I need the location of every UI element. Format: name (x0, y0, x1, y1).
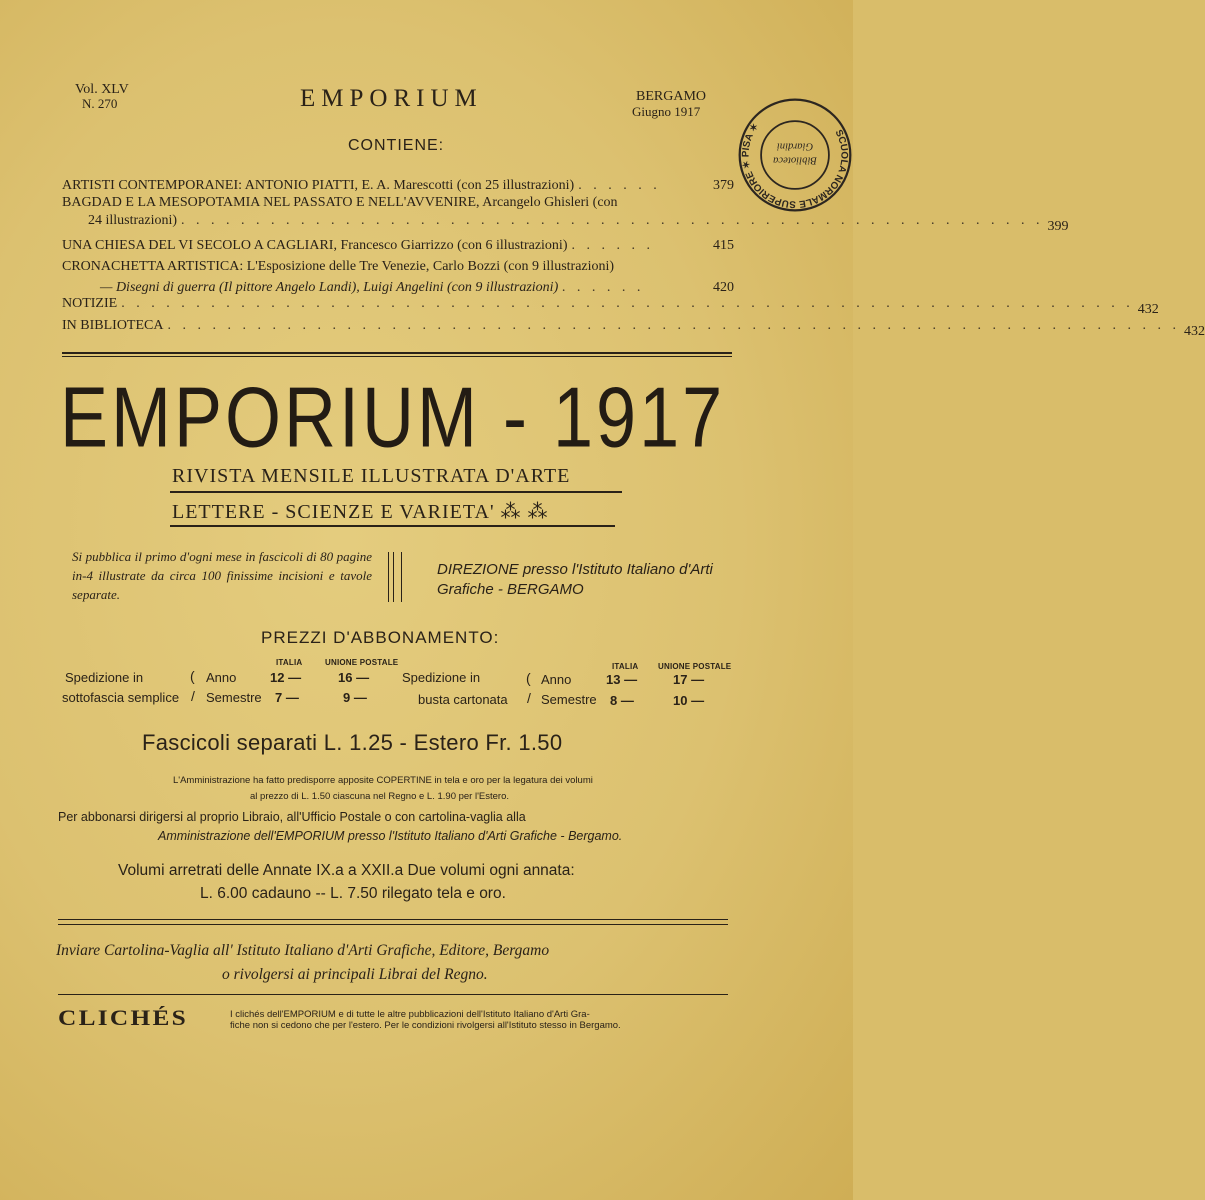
abbonarsi-line-1: Per abbonarsi dirigersi al proprio Libraio, all'Ufficio Postale o con cartolina-vaglia alla (58, 810, 526, 824)
header-city: BERGAMO (636, 89, 707, 104)
col-italia-left: ITALIA (276, 658, 303, 667)
copertine-line-1: L'Amministrazione ha fatto predisporre apposite COPERTINE in tela e oro per la legatura dei volumi (173, 775, 593, 786)
divider-top (62, 352, 732, 354)
stamp-center-1: Biblioteca (773, 154, 817, 167)
toc-item-3: UNA CHIESA DEL VI SECOLO A CAGLIARI, Francesco Giarrizzo (con 6 illustrazioni) . . . . . . 415 (62, 238, 734, 253)
toc-item-6: IN BIBLIOTECA . . . . . . . . . . . . . . . . . . . . . . . . . . . . . . . . . . . . . . . . . . . . . . . . . . . . . . . . . . . . . . . . . . . . 432 (62, 318, 1205, 339)
right-anno-label: Anno (541, 672, 572, 687)
toc-item-4: CRONACHETTA ARTISTICA: L'Esposizione delle Tre Venezie, Carlo Bozzi (con 9 illustrazioni) (62, 259, 615, 274)
toc-item-1: ARTISTI CONTEMPORANEI: ANTONIO PIATTI, E. A. Marescotti (con 25 illustrazioni) . . . . . . 379 (62, 178, 734, 193)
toc-item-2: BAGDAD E LA MESOPOTAMIA NEL PASSATO E NELL'AVVENIRE, Arcangelo Ghisleri (con (62, 195, 618, 210)
subtitle-rule-1 (170, 491, 622, 493)
toc-item-2-cont: 24 illustrazioni) . . . . . . . . . . . . . . . . . . . . . . . . . . . . . . . . . . . . . . . . . . . . . . . . . . . . . . . . . . 399 (88, 213, 1069, 234)
toc-item-4-sub: — Disegni di guerra (Il pittore Angelo Landi), Luigi Angelini (con 9 illustrazioni) . . . . . . 420 (100, 280, 734, 295)
cliches-line-1: I clichés dell'EMPORIUM e di tutte le altre pubblicazioni dell'Istituto Italiano d'Arti Gra- (230, 1009, 590, 1020)
info-separator-3 (401, 552, 402, 602)
inviare-line-2: o rivolgersi ai principali Librai del Regno. (222, 966, 488, 983)
right-sem-unione: 10 — (673, 693, 705, 708)
cliches-title: CLICHÉS (58, 1005, 189, 1030)
arretrati-line-2: L. 6.00 cadauno -- L. 7.50 rilegato tela e oro. (200, 885, 506, 902)
header-date: Giugno 1917 (632, 104, 701, 119)
library-stamp (737, 80, 853, 230)
stamp-center-2: Giardini (776, 140, 814, 153)
divider-top-thin (62, 356, 732, 357)
subtitle-line-2: LETTERE - SCIENZE E VARIETA' ⁂ ⁂ (172, 501, 549, 523)
left-sem-italia: 7 — (275, 690, 299, 705)
prices-heading: PREZZI D'ABBONAMENTO: (261, 628, 500, 647)
right-shipping-label-2: busta cartonata (418, 692, 508, 707)
publication-info: Si pubblica il primo d'ogni mese in fascicoli di 80 pagine in-4 illustrate da circa 100 finissime incisioni e tavole separate. (72, 549, 372, 602)
volume-label: Vol. XLV (75, 82, 129, 97)
left-anno-italia: 12 — (270, 670, 302, 685)
left-anno-unione: 16 — (338, 670, 370, 685)
right-brace-2: / (527, 690, 531, 706)
contents-heading: CONTIENE: (348, 137, 445, 154)
left-shipping-label-1: Spedizione in (65, 670, 144, 685)
right-semestre-label: Semestre (541, 692, 597, 707)
subtitle-line-1: RIVISTA MENSILE ILLUSTRATA D'ARTE (172, 465, 571, 487)
info-separator-2 (393, 552, 394, 602)
info-separator-1 (388, 552, 389, 602)
cliches-line-2: fiche non si cedono che per l'estero. Per le condizioni rivolgersi all'Istituto stesso in Bergamo. (230, 1020, 621, 1031)
masthead-title: EMPORIUM - 1917 (60, 371, 726, 466)
right-brace: ( (526, 670, 531, 686)
divider-bottom-2 (58, 924, 728, 925)
fascicoli-price: Fascicoli separati L. 1.25 - Estero Fr. 1.50 (142, 730, 563, 755)
right-anno-italia: 13 — (606, 672, 638, 687)
subtitle-rule-2 (170, 525, 615, 527)
col-italia-right: ITALIA (612, 662, 639, 671)
right-shipping-label-1: Spedizione in (402, 670, 481, 685)
stamp-ring-text: SCUOLA NORMALE SUPERIORE ✶ PISA ✶ (740, 121, 850, 210)
left-brace-2: / (191, 688, 195, 704)
col-unione-left: UNIONE POSTALE (325, 658, 399, 667)
abbonarsi-line-2: Amministrazione dell'EMPORIUM presso l'Istituto Italiano d'Arti Grafiche - Bergamo. (158, 829, 623, 843)
left-sem-unione: 9 — (343, 690, 367, 705)
right-anno-unione: 17 — (673, 672, 705, 687)
left-shipping-label-2: sottofascia semplice (62, 690, 180, 705)
arretrati-line-1: Volumi arretrati delle Annate IX.a a XXII.a Due volumi ogni annata: (118, 862, 575, 879)
divider-bottom-1 (58, 919, 728, 920)
toc-item-5: NOTIZIE . . . . . . . . . . . . . . . . . . . . . . . . . . . . . . . . . . . . . . . . . . . . . . . . . . . . . . . . . . . . . . . . . . . . 432 (62, 296, 1159, 317)
right-sem-italia: 8 — (610, 693, 634, 708)
divider-bottom-3 (58, 994, 728, 995)
direction-info: DIREZIONE presso l'Istituto Italiano d'Arti Grafiche - BERGAMO (437, 561, 713, 598)
inviare-line-1: Inviare Cartolina-Vaglia all' Istituto Italiano d'Arti Grafiche, Editore, Bergamo (56, 942, 550, 959)
copertine-line-2: al prezzo di L. 1.50 ciascuna nel Regno e L. 1.90 per l'Estero. (250, 791, 510, 802)
header-title: EMPORIUM (300, 85, 483, 112)
col-unione-right: UNIONE POSTALE (658, 662, 732, 671)
issue-number: N. 270 (82, 96, 118, 111)
left-semestre-label: Semestre (206, 690, 262, 705)
left-anno-label: Anno (206, 670, 237, 685)
left-brace: ( (190, 668, 195, 684)
